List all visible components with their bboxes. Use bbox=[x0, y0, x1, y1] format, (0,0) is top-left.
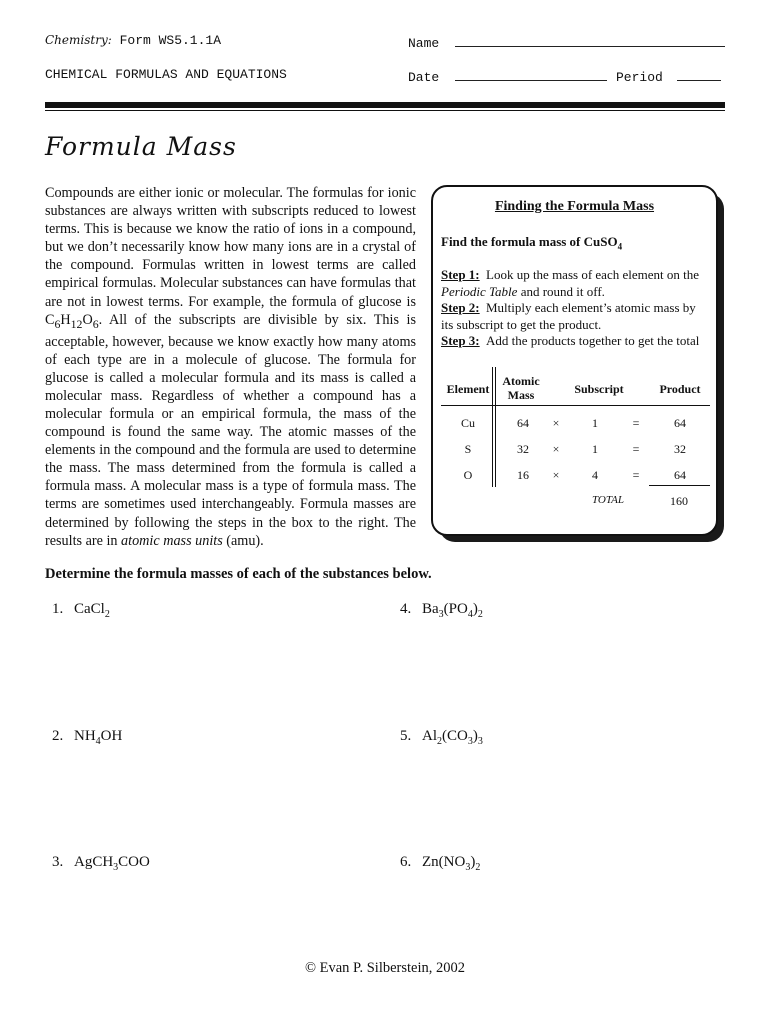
glucose-o-sub: 6 bbox=[92, 316, 99, 331]
row-3-equals: = bbox=[632, 468, 640, 482]
problem-2 bbox=[52, 728, 122, 747]
th-product: Product bbox=[659, 382, 701, 396]
box-question bbox=[441, 234, 622, 252]
step-2-text: Multiply each element’s atomic mass by its subscript to get the product. bbox=[441, 300, 696, 332]
name-blank[interactable] bbox=[455, 33, 725, 47]
step-2-label: Step 2: bbox=[441, 300, 480, 315]
problem-number: 6. bbox=[400, 854, 412, 870]
glucose-c-sub: 6 bbox=[54, 316, 61, 331]
header-rule-thick bbox=[45, 102, 725, 108]
row-3-times: × bbox=[552, 468, 560, 482]
th-atomic: Atomic bbox=[502, 374, 540, 388]
th-subscript: Subscript bbox=[574, 382, 624, 396]
date-field[interactable] bbox=[408, 67, 607, 85]
problem-formula: $Al_2(CO_3)_3$ bbox=[422, 728, 483, 747]
row-2-subscript: 1 bbox=[592, 442, 598, 456]
period-label: Period bbox=[616, 70, 663, 85]
header-rule-thin bbox=[45, 110, 725, 111]
problem-formula: AgCH$_3$COO bbox=[74, 854, 150, 873]
problem-number: 1. bbox=[52, 601, 64, 617]
problem-1 bbox=[52, 601, 110, 620]
row-2-mass: 32 bbox=[517, 442, 529, 456]
formula-mass-box bbox=[431, 185, 718, 536]
date-blank[interactable] bbox=[455, 67, 607, 81]
step-3-label: Step 3: bbox=[441, 333, 480, 348]
row-1-element: Cu bbox=[460, 416, 475, 430]
step-1-label: Step 1: bbox=[441, 267, 480, 282]
box-title: Finding the Formula Mass bbox=[494, 199, 655, 214]
intro-text-3: (amu). bbox=[222, 532, 264, 549]
row-1-mass: 64 bbox=[517, 416, 529, 430]
row-3-element: O bbox=[463, 468, 473, 482]
intro-text-1: Compounds are either ionic or molecular. The formulas for ionic substances are always written with subscripts reduced to lowest terms. This is because we know the ratio of ions in a compound, but we don’t necessarily know how many ions are in a crystal of the compound. Formulas written in lowest terms are called empirical formulas. Molecular substances can have formulas that are not in lowest terms. For example, the formula of glucose is bbox=[45, 185, 416, 310]
total-value: 160 bbox=[670, 494, 688, 508]
problem-4 bbox=[400, 601, 483, 620]
step-2 bbox=[441, 300, 706, 333]
problem-number: 4. bbox=[400, 601, 412, 617]
glucose-c: C bbox=[45, 311, 55, 328]
row-1-subscript: 1 bbox=[592, 416, 598, 430]
row-1-times: × bbox=[552, 416, 560, 430]
intro-text-2: . All of the subscripts are divisible by six. This is acceptable, however, because we know exactly how many atoms of each type are in a molecule of glucose. The formula for glucose is called a molecular formula and its mass is called a molecular mass. Regardless of whether a compound has a molecular formula or an empirical formula, the mass of the compound is found the same way. The atomic masses of the elements in the compound and the formula are used to determine the mass. The mass determined from the formula is called a formula mass. A molecular mass is a type of formula mass. The terms are sometimes used interchangeably. Formula masses are determined by following the steps in the box to the right. The results are in bbox=[45, 311, 416, 549]
total-label: TOTAL bbox=[591, 494, 624, 506]
step-1-text: Look up the mass of each element on the bbox=[486, 267, 699, 282]
table-divider-2 bbox=[495, 367, 496, 487]
step-3-text: Add the products together to get the total bbox=[486, 333, 700, 348]
unit-title: CHEMICAL FORMULAS AND EQUATIONS bbox=[45, 67, 287, 82]
row-3-product: 64 bbox=[674, 468, 686, 482]
step-1-italic: Periodic Table bbox=[441, 283, 518, 299]
row-3-mass: 16 bbox=[517, 468, 529, 482]
period-field[interactable] bbox=[616, 67, 721, 85]
total-rule bbox=[649, 485, 710, 486]
page-title: Formula Mass bbox=[45, 132, 237, 161]
table-divider-1 bbox=[492, 367, 493, 487]
step-1-text-b: and round it off. bbox=[517, 283, 605, 299]
row-2-element: S bbox=[464, 442, 472, 456]
box-question-text: Find the formula mass of CuSO bbox=[441, 234, 618, 249]
th-element: Element bbox=[446, 382, 490, 396]
subject-label: Chemistry: bbox=[45, 33, 112, 47]
problems-heading: Determine the formula masses of each of the substances below. bbox=[45, 566, 432, 582]
problem-formula: CaCl$_2$ bbox=[74, 601, 110, 620]
intro-paragraph bbox=[45, 184, 416, 550]
problem-formula: $NH_4OH$ bbox=[74, 728, 123, 747]
name-label: Name bbox=[408, 36, 440, 51]
name-field[interactable] bbox=[408, 33, 725, 51]
problem-5 bbox=[400, 728, 483, 747]
glucose-h-sub: 12 bbox=[70, 316, 83, 331]
row-3-subscript: 4 bbox=[592, 468, 598, 482]
table-header-rule bbox=[441, 405, 710, 406]
th-mass: Mass bbox=[507, 388, 535, 402]
intro-unit-italic: atomic mass units bbox=[121, 532, 223, 549]
row-2-product: 32 bbox=[674, 442, 686, 456]
problem-number: 3. bbox=[52, 854, 64, 870]
row-2-times: × bbox=[552, 442, 560, 456]
subject-form bbox=[45, 33, 221, 48]
th-atomic-mass bbox=[495, 374, 547, 402]
period-blank[interactable] bbox=[677, 67, 721, 81]
problem-6 bbox=[400, 854, 480, 873]
step-3 bbox=[441, 333, 706, 350]
copyright-footer: © Evan P. Silberstein, 2002 bbox=[304, 960, 466, 976]
problem-formula: $Ba_3(PO_4)_2$ bbox=[422, 601, 483, 620]
step-1 bbox=[441, 267, 706, 300]
row-1-equals: = bbox=[632, 416, 640, 430]
date-label: Date bbox=[408, 70, 440, 85]
problem-3 bbox=[52, 854, 150, 873]
problem-formula: $Zn(NO_3)_2$ bbox=[422, 854, 481, 873]
glucose-o: O bbox=[82, 311, 93, 328]
row-1-product: 64 bbox=[674, 416, 686, 430]
glucose-h: H bbox=[60, 311, 71, 328]
box-question-sub: 4 bbox=[617, 241, 623, 252]
problem-number: 5. bbox=[400, 728, 412, 744]
form-id: Form WS5.1.1A bbox=[119, 33, 222, 48]
problem-number: 2. bbox=[52, 728, 64, 744]
row-2-equals: = bbox=[632, 442, 640, 456]
